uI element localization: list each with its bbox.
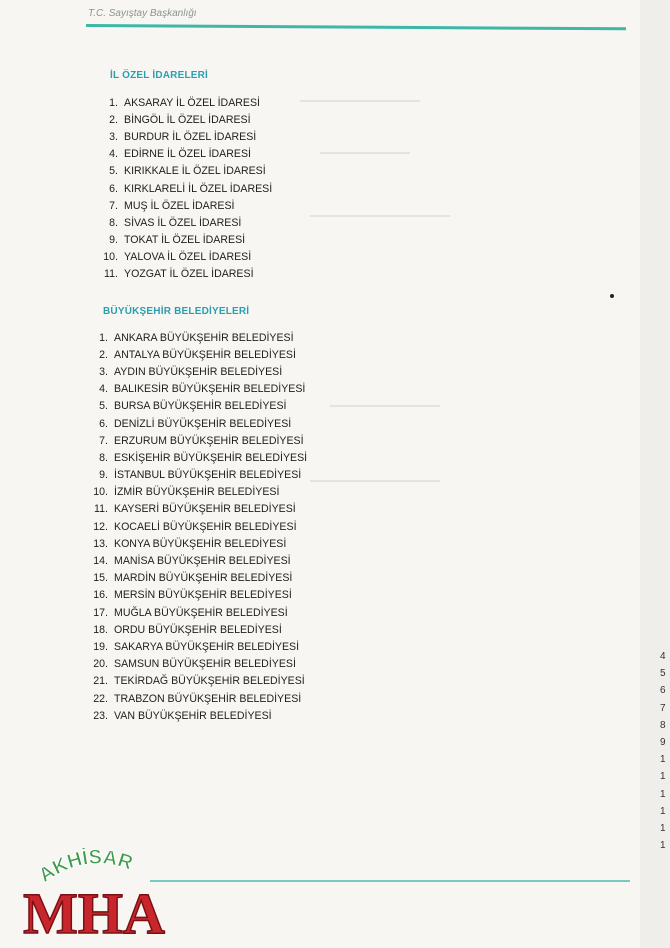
list-item	[88, 449, 307, 466]
list-item	[98, 249, 272, 266]
item-name: YOZGAT İL ÖZEL İDARESİ	[124, 268, 254, 281]
list-item	[98, 180, 272, 197]
item-number: 8.	[109, 216, 118, 229]
list-item	[98, 163, 272, 180]
item-number: 2.	[109, 113, 118, 126]
bleed-line	[310, 480, 440, 482]
section-title-il-ozel: İL ÖZEL İDARELERİ	[110, 70, 209, 81]
item-name: MUĞLA BÜYÜKŞEHİR BELEDİYESİ	[114, 606, 288, 619]
header-rule	[86, 24, 626, 30]
item-name: ANKARA BÜYÜKŞEHİR BELEDİYESİ	[114, 331, 294, 344]
item-name: AKSARAY İL ÖZEL İDARESİ	[124, 96, 261, 109]
item-name: EDİRNE İL ÖZEL İDARESİ	[124, 148, 251, 161]
adjacent-page-number: 5	[660, 668, 666, 680]
buyuksehir-list	[88, 329, 307, 724]
item-name: MERSİN BÜYÜKŞEHİR BELEDİYESİ	[114, 589, 292, 602]
item-name: MANİSA BÜYÜKŞEHİR BELEDİYESİ	[114, 555, 291, 568]
item-name: ORDU BÜYÜKŞEHİR BELEDİYESİ	[114, 623, 282, 636]
list-item	[88, 587, 307, 604]
list-item	[88, 484, 307, 501]
item-name: İSTANBUL BÜYÜKŞEHİR BELEDİYESİ	[114, 469, 302, 482]
list-item	[88, 467, 307, 484]
item-number: 4.	[99, 383, 108, 396]
list-item	[98, 111, 272, 128]
item-number: 18.	[93, 623, 108, 636]
list-item	[88, 398, 307, 415]
adjacent-page-number: 1	[660, 805, 666, 817]
adjacent-page-number: 7	[660, 702, 666, 714]
item-name: SAKARYA BÜYÜKŞEHİR BELEDİYESİ	[114, 640, 300, 653]
item-name: BALIKESİR BÜYÜKŞEHİR BELEDİYESİ	[114, 383, 306, 396]
item-name: BİNGÖL İL ÖZEL İDARESİ	[124, 113, 251, 126]
logo-main-text: MHA	[23, 881, 165, 943]
item-number: 13.	[93, 537, 108, 550]
item-name: AYDIN BÜYÜKŞEHİR BELEDİYESİ	[114, 365, 283, 378]
item-name: ESKİŞEHİR BÜYÜKŞEHİR BELEDİYESİ	[114, 451, 308, 464]
item-number: 9.	[109, 234, 118, 247]
list-item	[98, 214, 272, 231]
adjacent-page-number: 1	[660, 754, 666, 766]
bleed-line	[320, 152, 410, 154]
il-ozel-list	[98, 94, 272, 283]
item-number: 6.	[99, 417, 108, 430]
item-name: KIRIKKALE İL ÖZEL İDARESİ	[124, 165, 266, 178]
bleed-line	[330, 405, 440, 407]
item-number: 8.	[99, 451, 108, 464]
list-item	[88, 638, 307, 655]
item-name: ERZURUM BÜYÜKŞEHİR BELEDİYESİ	[114, 434, 304, 447]
adjacent-page-number: 8	[660, 719, 666, 731]
item-number: 22.	[93, 692, 108, 705]
item-number: 17.	[93, 606, 108, 619]
item-number: 20.	[93, 658, 108, 671]
list-item	[88, 346, 307, 363]
ink-dot	[610, 294, 614, 298]
list-item	[98, 128, 272, 145]
item-number: 2.	[99, 348, 108, 361]
item-name: ANTALYA BÜYÜKŞEHİR BELEDİYESİ	[114, 348, 296, 361]
item-number: 21.	[93, 675, 108, 688]
bleed-line	[310, 215, 450, 217]
item-number: 11.	[104, 268, 118, 281]
list-item	[88, 501, 307, 518]
item-number: 5.	[99, 400, 108, 413]
list-item	[88, 707, 307, 724]
item-number: 16.	[93, 589, 108, 602]
item-number: 23.	[93, 709, 108, 722]
item-number: 3.	[109, 130, 118, 143]
footer-rule	[150, 880, 630, 882]
adjacent-page-number: 1	[660, 788, 666, 800]
item-number: 15.	[93, 572, 108, 585]
list-item	[88, 552, 307, 569]
akhisar-mha-logo	[10, 838, 180, 943]
item-number: 14.	[93, 555, 108, 568]
item-name: TEKİRDAĞ BÜYÜKŞEHİR BELEDİYESİ	[114, 675, 305, 688]
item-name: TRABZON BÜYÜKŞEHİR BELEDİYESİ	[114, 692, 302, 705]
list-item	[88, 621, 307, 638]
item-name: DENİZLİ BÜYÜKŞEHİR BELEDİYESİ	[114, 417, 292, 430]
list-item	[98, 266, 272, 283]
item-number: 7.	[109, 199, 118, 212]
item-name: KOCAELİ BÜYÜKŞEHİR BELEDİYESİ	[114, 520, 297, 533]
item-name: SAMSUN BÜYÜKŞEHİR BELEDİYESİ	[114, 658, 296, 671]
list-item	[88, 656, 307, 673]
list-item	[98, 232, 272, 249]
item-name: KAYSERİ BÜYÜKŞEHİR BELEDİYESİ	[114, 503, 296, 516]
item-number: 10.	[103, 251, 118, 264]
header-title: T.C. Sayıştay Başkanlığı	[88, 8, 197, 19]
list-item	[88, 570, 307, 587]
item-name: VAN BÜYÜKŞEHİR BELEDİYESİ	[114, 709, 272, 722]
item-number: 1.	[109, 96, 118, 109]
adjacent-page-number: 1	[660, 771, 666, 783]
item-name: KIRKLARELİ İL ÖZEL İDARESİ	[124, 182, 273, 195]
adjacent-page-number: 1	[660, 840, 666, 852]
adjacent-page-numbers	[660, 648, 666, 854]
list-item	[88, 535, 307, 552]
item-name: BURDUR İL ÖZEL İDARESİ	[124, 130, 257, 143]
item-name: BURSA BÜYÜKŞEHİR BELEDİYESİ	[114, 400, 287, 413]
item-number: 19.	[93, 640, 108, 653]
list-item	[88, 381, 307, 398]
section-title-buyuksehir: BÜYÜKŞEHİR BELEDİYELERİ	[103, 306, 250, 317]
list-item	[88, 329, 307, 346]
item-number: 1.	[99, 331, 108, 344]
item-name: MARDİN BÜYÜKŞEHİR BELEDİYESİ	[114, 572, 293, 585]
adjacent-page-number: 6	[660, 685, 666, 697]
item-number: 10.	[93, 486, 108, 499]
item-name: KONYA BÜYÜKŞEHİR BELEDİYESİ	[114, 537, 287, 550]
list-item	[88, 432, 307, 449]
adjacent-page-number: 1	[660, 823, 666, 835]
logo-arc-text: AKHİSAR	[34, 846, 136, 887]
item-number: 11.	[94, 503, 108, 516]
list-item	[88, 518, 307, 535]
item-number: 6.	[109, 182, 118, 195]
list-item	[88, 673, 307, 690]
list-item	[88, 415, 307, 432]
list-item	[98, 94, 272, 111]
adjacent-page-number: 9	[660, 737, 666, 749]
item-name: MUŞ İL ÖZEL İDARESİ	[124, 199, 235, 212]
list-item	[88, 690, 307, 707]
list-item	[98, 146, 272, 163]
list-item	[88, 604, 307, 621]
list-item	[98, 197, 272, 214]
item-name: İZMİR BÜYÜKŞEHİR BELEDİYESİ	[114, 486, 280, 499]
item-number: 4.	[109, 148, 118, 161]
adjacent-page-number: 4	[660, 651, 666, 662]
item-name: SİVAS İL ÖZEL İDARESİ	[124, 216, 242, 229]
item-number: 12.	[93, 520, 108, 533]
list-item	[88, 363, 307, 380]
bleed-line	[300, 100, 420, 102]
item-number: 3.	[99, 365, 108, 378]
item-number: 7.	[99, 434, 108, 447]
item-name: TOKAT İL ÖZEL İDARESİ	[124, 234, 246, 247]
item-number: 9.	[99, 469, 108, 482]
item-number: 5.	[109, 165, 118, 178]
item-name: YALOVA İL ÖZEL İDARESİ	[124, 251, 252, 264]
